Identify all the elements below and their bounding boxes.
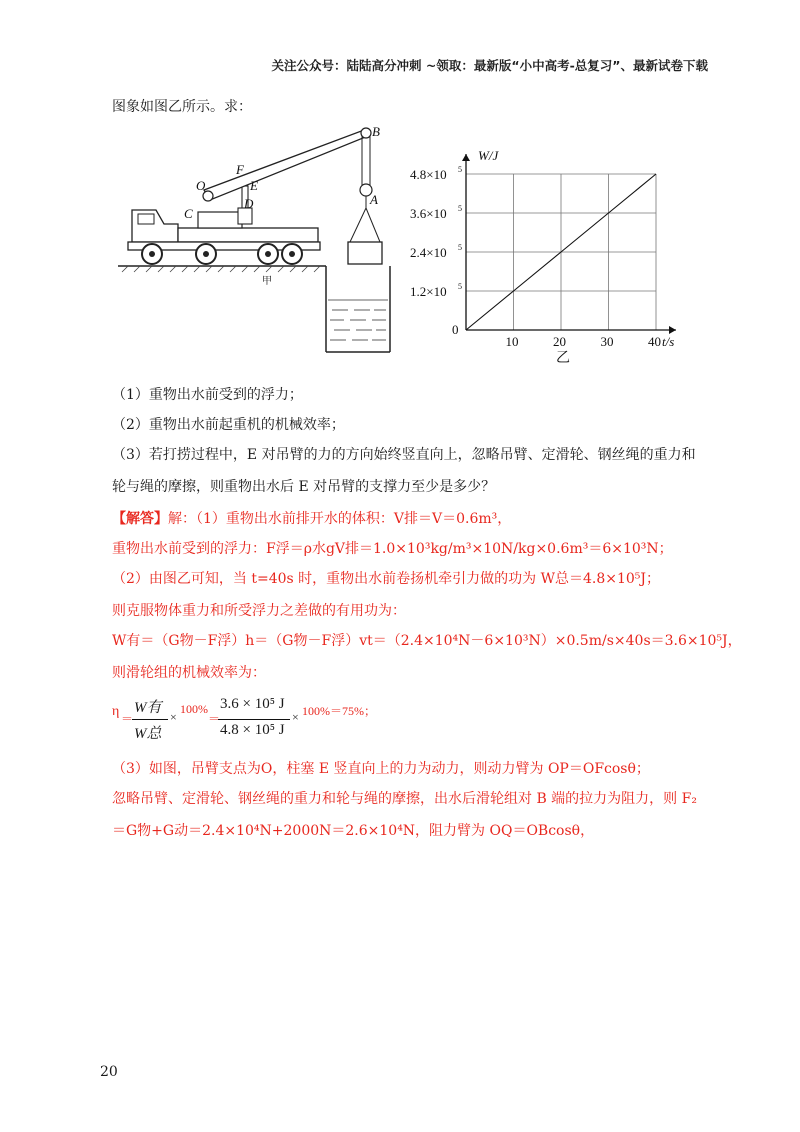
answer-line-9: ＝G物+G动＝2.4×10⁴N+2000N＝2.6×10⁴N，阻力臂为 OQ＝OBcosθ， — [112, 823, 595, 839]
y-axis-label: W/J — [478, 148, 499, 163]
x-tick-label: 40 — [648, 334, 661, 349]
frac2-denominator: 4.8 × 10⁵ J — [220, 722, 285, 738]
y-tick-exponent: 5 — [458, 243, 462, 252]
label-F: F — [236, 162, 244, 177]
answer-line-2: 重物出水前受到的浮力：F浮＝ρ水gV排＝1.0×10³kg/m³×10N/kg×0.6m³＝6×10³N； — [112, 541, 673, 557]
y-tick-exponent: 5 — [458, 165, 462, 174]
efficiency-result: 100%＝75%； — [302, 704, 376, 718]
question-3b: 轮与绳的摩擦，则重物出水后 E 对吊臂的支撑力至少是多少？ — [112, 479, 496, 495]
question-2: （2）重物出水前起重机的机械效率； — [112, 417, 345, 433]
x-axis-label: t/s — [662, 334, 675, 349]
intro-text: 图象如图乙所示。求： — [112, 99, 252, 115]
y-tick-label: 4.8×10 — [410, 167, 447, 182]
graph-ticks — [410, 165, 661, 349]
answer-text-1: 解：（1）重物出水前排开水的体积：V排＝V＝0.6m³， — [168, 511, 512, 527]
label-D: D — [244, 196, 254, 211]
frac1-bar — [132, 719, 168, 720]
efficiency-formula — [112, 696, 472, 750]
page-number: 20 — [100, 1064, 118, 1080]
x-axis-arrow — [669, 326, 676, 334]
page-header: 关注公众号：陆陆高分冲刺 ~领取：最新版“小中高考-总复习”、最新试卷下载 — [271, 58, 708, 73]
y-tick-exponent: 5 — [458, 282, 462, 291]
answer-line-1 — [112, 510, 511, 528]
x-tick-label: 10 — [505, 334, 519, 349]
label-B: B — [372, 124, 380, 139]
x-tick-label: 20 — [553, 334, 566, 349]
eta-eq2: ＝ — [208, 712, 221, 726]
frac2-numerator: 3.6 × 10⁵ J — [220, 696, 285, 712]
figure-crane — [118, 124, 408, 360]
times1: × — [170, 710, 177, 724]
frac2-bar — [218, 719, 290, 720]
origin-label: 0 — [452, 322, 459, 337]
frac1-numerator: W有 — [134, 700, 162, 716]
label-A: A — [370, 192, 378, 207]
label-O: O — [196, 178, 206, 193]
y-tick-label: 1.2×10 — [410, 284, 447, 299]
eta-eq1: ＝ — [121, 712, 134, 726]
question-1: （1）重物出水前受到的浮力； — [112, 387, 303, 403]
answer-line-4: 则克服物体重力和所受浮力之差做的有用功为： — [112, 603, 406, 619]
label-E: E — [250, 178, 258, 193]
answer-line-8: 忽略吊臂、定滑轮、钢丝绳的重力和轮与绳的摩擦，出水后滑轮组对 B 端的拉力为阻力，则 F₂ — [112, 791, 697, 807]
answer-line-6: 则滑轮组的机械效率为： — [112, 665, 266, 681]
x-tick-label: 30 — [600, 334, 614, 349]
figure-work-time-graph — [408, 140, 698, 370]
y-tick-label: 2.4×10 — [410, 245, 447, 260]
answer-line-7: （3）如图，吊臂支点为O，柱塞 E 竖直向上的力为动力，则动力臂为 OP＝OFcosθ； — [112, 761, 650, 777]
label-C: C — [184, 206, 193, 221]
answer-line-3: （2）由图乙可知，当 t=40s 时，重物出水前卷扬机牵引力做的功为 W总＝4.8×10⁵J； — [112, 571, 661, 587]
figure-yi-caption: 乙 — [556, 350, 570, 366]
times2: × — [292, 710, 299, 724]
answer-line-5: W有＝（G物－F浮）h＝（G物－F浮）vt＝（2.4×10⁴N－6×10³N）×0.5m/s×40s＝3.6×10⁵J， — [112, 633, 742, 649]
pct1: 100% — [180, 702, 208, 716]
y-tick-label: 3.6×10 — [410, 206, 447, 221]
y-axis-arrow — [462, 154, 470, 161]
frac1-denominator: W总 — [134, 726, 162, 742]
question-3a: （3）若打捞过程中，E 对吊臂的力的方向始终竖直向上，忽略吊臂、定滑轮、钢丝绳的重力和 — [112, 447, 696, 463]
answer-tag: 【解答】 — [112, 511, 168, 527]
figure-jia-caption: 甲 — [262, 276, 272, 287]
eta-symbol: η — [112, 704, 120, 719]
y-tick-exponent: 5 — [458, 204, 462, 213]
